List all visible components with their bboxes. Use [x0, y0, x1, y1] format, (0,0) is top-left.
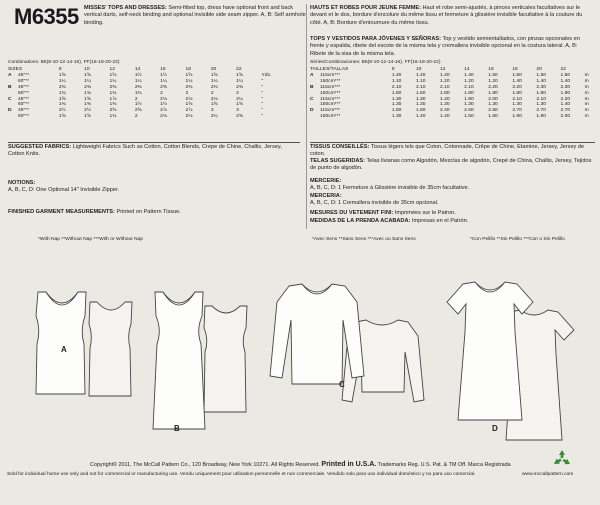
suggested-fabrics-fr: [310, 144, 595, 159]
imperial-cell: C: [8, 96, 12, 102]
notions-label-fr: MERCERIE:: [310, 178, 342, 184]
column-divider: [306, 4, 307, 229]
metric-header-cell: 16: [488, 67, 494, 72]
imperial-cell: 1½: [160, 72, 167, 78]
yardage-table-imperial: [8, 67, 298, 120]
imperial-cell: 2: [160, 90, 163, 96]
metric-cell: m: [584, 96, 589, 102]
measurements-text-es: Impresas en el Patrón.: [411, 218, 469, 224]
french-title: HAUTS ET ROBES POUR JEUNE FEMME:: [310, 5, 421, 11]
metric-cell: 2.10: [464, 84, 474, 90]
metric-cell: 1.30: [536, 102, 546, 108]
metric-cell: 1.30: [488, 102, 498, 108]
metric-cell: 2.10: [536, 96, 546, 102]
imperial-cell: 1⅝: [210, 72, 218, 78]
metric-cell: 1.90: [536, 114, 546, 120]
imperial-cell: 3: [236, 108, 239, 114]
imperial-cell: 1⅝: [185, 102, 193, 108]
printed-in: Printed in U.S.A.: [321, 461, 377, 468]
metric-cell: 1.30: [512, 102, 522, 108]
metric-cell: 1.30: [440, 102, 450, 108]
view-b-back-illustration: [204, 306, 247, 412]
imperial-cell: 1¾: [109, 114, 117, 120]
english-description: [84, 5, 306, 27]
metric-cell: m: [584, 90, 589, 96]
imperial-cell: 2: [236, 90, 239, 96]
view-label-a: A: [61, 345, 67, 354]
right-table-caption: Séries/Combinaciones: B5(8-10-12-14-16), FF(16-18-20-22): [310, 60, 441, 65]
fabrics-text-en: Lightweight Fabrics Such as Cotton, Cotton Blends, Crepe de Chine, Challis, Jersey, Cotton Knits.: [8, 144, 282, 158]
metric-cell: 2.20: [512, 84, 522, 90]
measurements-es: [310, 218, 595, 225]
metric-cell: 1.20: [488, 78, 498, 84]
metric-cell: 1.30: [415, 96, 426, 102]
imperial-cell: 60"**: [18, 114, 29, 120]
metric-cell: 1.20: [440, 78, 450, 84]
measurements-label-en: FINISHED GARMENT MEASUREMENTS:: [8, 209, 115, 215]
fabrics-label-en: SUGGESTED FABRICS:: [8, 144, 72, 150]
metric-cell: 1.40: [415, 72, 426, 78]
imperial-cell: 1⅝: [58, 96, 66, 102]
imperial-cell: 1¾: [134, 90, 142, 96]
imperial-cell: D: [8, 108, 12, 114]
imperial-cell: 2⅜: [185, 84, 193, 90]
imperial-cell: 1⅝: [84, 114, 91, 120]
metric-cell: 1.50: [560, 72, 571, 78]
website-url: www.mccallpattern.com: [522, 472, 574, 477]
metric-cell: m: [584, 108, 589, 114]
notions-label-en: NOTIONS:: [8, 180, 36, 186]
metric-cell: D: [310, 108, 314, 114]
imperial-cell: 1¼: [84, 78, 91, 84]
metric-header-cell: 18: [512, 67, 518, 72]
metric-cell: 1.60: [391, 90, 402, 96]
metric-cell: 1.40: [560, 102, 571, 108]
imperial-cell: 1½: [134, 72, 142, 78]
imperial-cell: 2½: [84, 108, 91, 114]
metric-cell: B: [310, 84, 314, 90]
imperial-header-cell: 18: [185, 67, 191, 72]
nap-note-en: *With Nap **Without Nap ***With or Without Nap: [38, 237, 143, 242]
metric-cell: 2.30: [536, 84, 546, 90]
metric-cell: 150cm***: [320, 114, 341, 120]
view-b-front-illustration: [153, 292, 205, 429]
french-description: [310, 5, 590, 27]
english-title: MISSES' TOPS AND DRESSES:: [84, 5, 167, 11]
imperial-cell: ": [261, 114, 264, 120]
imperial-cell: 1⅜: [109, 102, 117, 108]
imperial-cell: 1¾: [84, 90, 91, 96]
imperial-cell: ": [261, 78, 264, 84]
imperial-cell: 45"**: [18, 84, 29, 90]
imperial-cell: 2⅛: [210, 96, 218, 102]
imperial-cell: 2⅜: [109, 84, 117, 90]
metric-cell: m: [584, 84, 589, 90]
metric-cell: 1.60: [415, 90, 426, 96]
metric-cell: 1.40: [440, 96, 450, 102]
notions-text-en: A, B, C, D: One Optional 14" Invisible Zipper.: [8, 187, 120, 194]
metric-cell: 2.70: [536, 108, 546, 114]
metric-header-cell: 20: [536, 67, 542, 72]
imperial-cell: 2⅞: [185, 108, 193, 114]
metric-cell: 2.00: [488, 96, 498, 102]
notions-es: [310, 193, 595, 208]
imperial-cell: 1¾: [58, 90, 66, 96]
metric-header-cell: 8: [391, 67, 395, 72]
imperial-cell: 2⅛: [160, 114, 167, 120]
english-description-text: Semi-fitted top, dress have optional front and back vertical darts, self-neck binding and optional invisible side seam zipper. A, B: Self armhole binding.: [84, 5, 306, 26]
imperial-header-cell: 20: [210, 67, 217, 72]
metric-cell: 1.30: [464, 102, 474, 108]
imperial-cell: 45"**: [18, 72, 29, 78]
imperial-cell: 1¼: [58, 78, 66, 84]
metric-header-cell: 14: [464, 67, 470, 72]
view-label-d: D: [492, 424, 498, 433]
metric-cell: 1.50: [391, 108, 402, 114]
imperial-row: [8, 114, 298, 120]
imperial-cell: 1⅝: [210, 102, 218, 108]
metric-header-cell: TAILLES/TALLAS: [310, 67, 349, 72]
imperial-cell: 1¾: [109, 90, 117, 96]
imperial-cell: B: [8, 84, 12, 90]
copyright-text: Copyright© 2011, The McCall Pattern Co., 120 Broadway, New York 10271. All Rights Reserved.: [90, 462, 320, 468]
metric-cell: 1.40: [512, 78, 522, 84]
metric-cell: 1.80: [464, 90, 474, 96]
imperial-cell: 2⅜: [84, 84, 91, 90]
metric-cell: 115cm***: [320, 96, 341, 102]
imperial-cell: ": [261, 90, 264, 96]
fabrics-label-es: TELAS SUGERIDAS:: [310, 158, 366, 164]
spanish-description: [310, 36, 590, 58]
imperial-cell: 1⅜: [58, 102, 66, 108]
imperial-cell: 1⅝: [236, 72, 243, 78]
metric-header-cell: 10: [415, 67, 422, 72]
metric-cell: 115cm***: [320, 72, 341, 78]
metric-cell: 1.40: [440, 114, 450, 120]
copyright-notice: [90, 462, 511, 468]
imperial-cell: 2⅛: [185, 114, 193, 120]
imperial-cell: 1⅜: [84, 102, 91, 108]
imperial-cell: ": [261, 96, 264, 102]
metric-cell: 2.00: [560, 114, 571, 120]
measurements-label-fr: MESURES DU VETEMENT FINI:: [310, 210, 394, 216]
metric-cell: 1.10: [415, 78, 426, 84]
view-label-b: B: [174, 424, 180, 433]
metric-row: [310, 114, 595, 120]
measurements-text-en: Printed on Pattern Tissue.: [116, 209, 181, 215]
metric-cell: 1.50: [536, 72, 546, 78]
imperial-cell: 1⅝: [84, 72, 91, 78]
metric-cell: 1.30: [391, 96, 402, 102]
trademark-text: Trademarks Reg. U.S. Pat. & TM Off. Marca Registrada: [377, 462, 511, 468]
metric-cell: 1.50: [488, 72, 498, 78]
metric-cell: 1.80: [512, 90, 522, 96]
metric-cell: 1.20: [464, 78, 474, 84]
metric-cell: 1.40: [464, 72, 474, 78]
metric-cell: 1.80: [488, 90, 498, 96]
recycle-icon: [551, 448, 573, 470]
metric-cell: 2.60: [488, 108, 498, 114]
metric-cell: 2.60: [464, 108, 474, 114]
yardage-table-metric: [310, 67, 595, 120]
imperial-header-cell: 12: [109, 67, 115, 72]
metric-header-cell: 12: [440, 67, 446, 72]
metric-cell: 150cm***: [320, 90, 341, 96]
imperial-cell: 45"**: [18, 96, 29, 102]
imperial-cell: 2¼: [210, 114, 218, 120]
metric-cell: 2.30: [560, 84, 571, 90]
metric-cell: 1.10: [391, 78, 402, 84]
view-a-front-illustration: [36, 292, 86, 394]
view-a-back-illustration: [89, 302, 132, 396]
imperial-cell: 1¼: [185, 78, 193, 84]
metric-cell: 1.30: [391, 102, 402, 108]
metric-cell: 2.10: [512, 96, 522, 102]
suggested-fabrics-en: [8, 144, 298, 159]
notions-en: [8, 180, 298, 195]
imperial-cell: 2⅜: [236, 84, 243, 90]
nap-note-fr: *Avec Sens **Sans Sens ***Avec ou Sans Sens: [312, 237, 416, 242]
imperial-cell: 2⅜: [134, 84, 142, 90]
notions-text-fr: A, B, C, D: 1 Fermeture à Glissière invisible de 35cm facultative.: [310, 185, 470, 192]
spanish-title: TOPS Y VESTIDOS PARA JÓVENES Y SEÑORAS:: [310, 36, 441, 42]
metric-cell: m: [584, 102, 589, 108]
metric-cell: 1.50: [464, 114, 474, 120]
imperial-cell: 1¼: [210, 78, 218, 84]
measurements-label-es: MEDIDAS DE LA PRENDA ACABADA:: [310, 218, 411, 224]
imperial-cell: 2: [185, 90, 189, 96]
pattern-number: M6355: [14, 4, 79, 29]
imperial-header-cell: 10: [84, 67, 90, 72]
imperial-cell: 2⅜: [58, 84, 66, 90]
metric-cell: 1.30: [391, 114, 402, 120]
imperial-cell: 2⅝: [109, 108, 117, 114]
imperial-cell: 1⅝: [185, 72, 193, 78]
metric-cell: 2.10: [415, 84, 426, 90]
imperial-cell: 2¼: [236, 96, 243, 102]
usage-notice: [7, 472, 475, 478]
imperial-cell: 2⅛: [160, 96, 167, 102]
sold-note: Sold for individual home use only and not for commercial or manufacturing use. Vendu uniquement pour utilisation personnelle et non commerciale. Vendido solo para uso individual doméstico y no para uso comercial.: [7, 472, 476, 477]
divider: [8, 142, 300, 143]
metric-cell: 1.90: [464, 96, 474, 102]
metric-cell: 1.80: [560, 90, 571, 96]
imperial-cell: 2⅛: [185, 96, 193, 102]
imperial-cell: 1⅝: [58, 114, 66, 120]
metric-cell: 1.40: [415, 114, 426, 120]
metric-cell: 2.70: [560, 108, 571, 114]
imperial-cell: A: [8, 72, 12, 78]
imperial-cell: Yds.: [261, 72, 272, 78]
garment-illustrations: [0, 244, 600, 456]
metric-cell: m: [584, 72, 589, 78]
imperial-header-cell: 8: [58, 67, 62, 72]
imperial-cell: ": [261, 108, 264, 114]
metric-cell: 1.40: [536, 78, 546, 84]
metric-cell: 1.80: [440, 90, 450, 96]
imperial-cell: 2: [210, 90, 214, 96]
imperial-cell: 3: [210, 108, 214, 114]
metric-cell: m: [584, 114, 589, 120]
imperial-header-cell: 16: [160, 67, 166, 72]
metric-cell: 2.10: [391, 84, 402, 90]
metric-cell: 1.90: [512, 114, 522, 120]
fabrics-text-es: Telas livianas como Algodón, Mezclas de algodón, Crepé de China, Challis, Jersey, Tejidos de punto de algodón.: [310, 158, 592, 172]
imperial-cell: 1¼: [236, 78, 243, 84]
metric-cell: A: [310, 72, 314, 78]
imperial-cell: 2⅜: [210, 84, 218, 90]
measurements-text-fr: Imprimées sur le Patron.: [394, 210, 456, 216]
metric-cell: 1.30: [415, 102, 426, 108]
imperial-cell: 2½: [58, 108, 66, 114]
metric-cell: 1.40: [440, 72, 450, 78]
notions-label-es: MERCERIA:: [310, 193, 342, 199]
imperial-cell: [8, 114, 18, 120]
metric-cell: 1.50: [512, 72, 522, 78]
fabrics-text-fr: Tissus légers tels que Coton, Cotonnade, Crêpe de Chine, Etamine, Jersey, Jersey de coton.: [310, 144, 585, 158]
imperial-cell: 60"**: [18, 78, 29, 84]
measurements-fr: [310, 210, 595, 217]
imperial-cell: 1⅝: [236, 102, 243, 108]
metric-cell: 1.80: [536, 90, 546, 96]
metric-header-cell: 22: [560, 67, 566, 72]
imperial-header-cell: 14: [134, 67, 141, 72]
notions-text-es: A, B, C, D: 1 Cremallera invisible de 35cm opcional.: [310, 200, 439, 207]
imperial-cell: 2⅜: [160, 84, 167, 90]
imperial-header-cell: SIZES: [8, 67, 23, 72]
metric-cell: 115cm***: [320, 108, 341, 114]
notions-fr: [310, 178, 595, 193]
imperial-cell: 1⅝: [109, 72, 117, 78]
metric-cell: 150cm***: [320, 78, 341, 84]
imperial-cell: 60"**: [18, 102, 29, 108]
imperial-cell: 2: [134, 114, 138, 120]
imperial-cell: 1⅝: [58, 72, 66, 78]
imperial-cell: ": [261, 102, 264, 108]
imperial-cell: 2⅜: [236, 114, 243, 120]
imperial-cell: 1⅝: [84, 96, 91, 102]
view-label-c: C: [339, 380, 345, 389]
divider: [310, 142, 595, 143]
metric-cell: 2.20: [488, 84, 498, 90]
imperial-cell: 2⅝: [134, 108, 142, 114]
imperial-cell: 2⅞: [160, 108, 167, 114]
imperial-cell: 45"**: [18, 108, 29, 114]
imperial-cell: 60"**: [18, 90, 29, 96]
metric-cell: 1.40: [391, 72, 402, 78]
metric-cell: [310, 114, 320, 120]
metric-cell: 2.40: [440, 108, 450, 114]
metric-cell: 2.20: [560, 96, 571, 102]
left-table-caption: Combinations: B5(8-10-12-14-16), FF(16-18-20-22): [8, 60, 120, 65]
metric-cell: 2.10: [440, 84, 450, 90]
imperial-cell: 1⅞: [109, 96, 117, 102]
metric-cell: 1.40: [560, 78, 571, 84]
spanish-description-text: Top y vestido semientallados, con pinzas opcionales en frente y espalda, ribete del escote de la misma tela y cremallera invisible opcional en la costura lateral. A, B: Ribete de la sisa de la misma tela.: [310, 36, 580, 57]
imperial-header-cell: 22: [236, 67, 242, 72]
metric-cell: 1.60: [415, 108, 426, 114]
suggested-fabrics-es: [310, 158, 595, 173]
imperial-cell: 1½: [134, 102, 142, 108]
imperial-cell: 2: [134, 96, 138, 102]
imperial-cell: 1¼: [134, 78, 142, 84]
metric-cell: C: [310, 96, 314, 102]
metric-cell: 1.60: [488, 114, 498, 120]
nap-note-es: *Con Pelillo **Sin Pelillo ***Con o Sin Pelillo: [470, 237, 565, 242]
measurements-en: [8, 209, 298, 216]
imperial-cell: ": [261, 84, 264, 90]
metric-cell: 150cm***: [320, 102, 341, 108]
fabrics-label-fr: TISSUS CONSEILLÉS:: [310, 144, 370, 150]
metric-cell: m: [584, 78, 589, 84]
metric-cell: 115cm***: [320, 84, 341, 90]
imperial-cell: 1¼: [109, 78, 117, 84]
metric-cell: 2.70: [512, 108, 522, 114]
french-description-text: Haut et robe semi-ajustés, à pinces verticales facultatives sur le devant et le dos, bordure d'encolure du même tissu et fermeture à glissière invisible facultative à la couture du côté. A, B: Bordure d'entournure du même tissu.: [310, 5, 583, 26]
imperial-cell: 1¼: [160, 78, 167, 84]
imperial-cell: 1½: [160, 102, 167, 108]
